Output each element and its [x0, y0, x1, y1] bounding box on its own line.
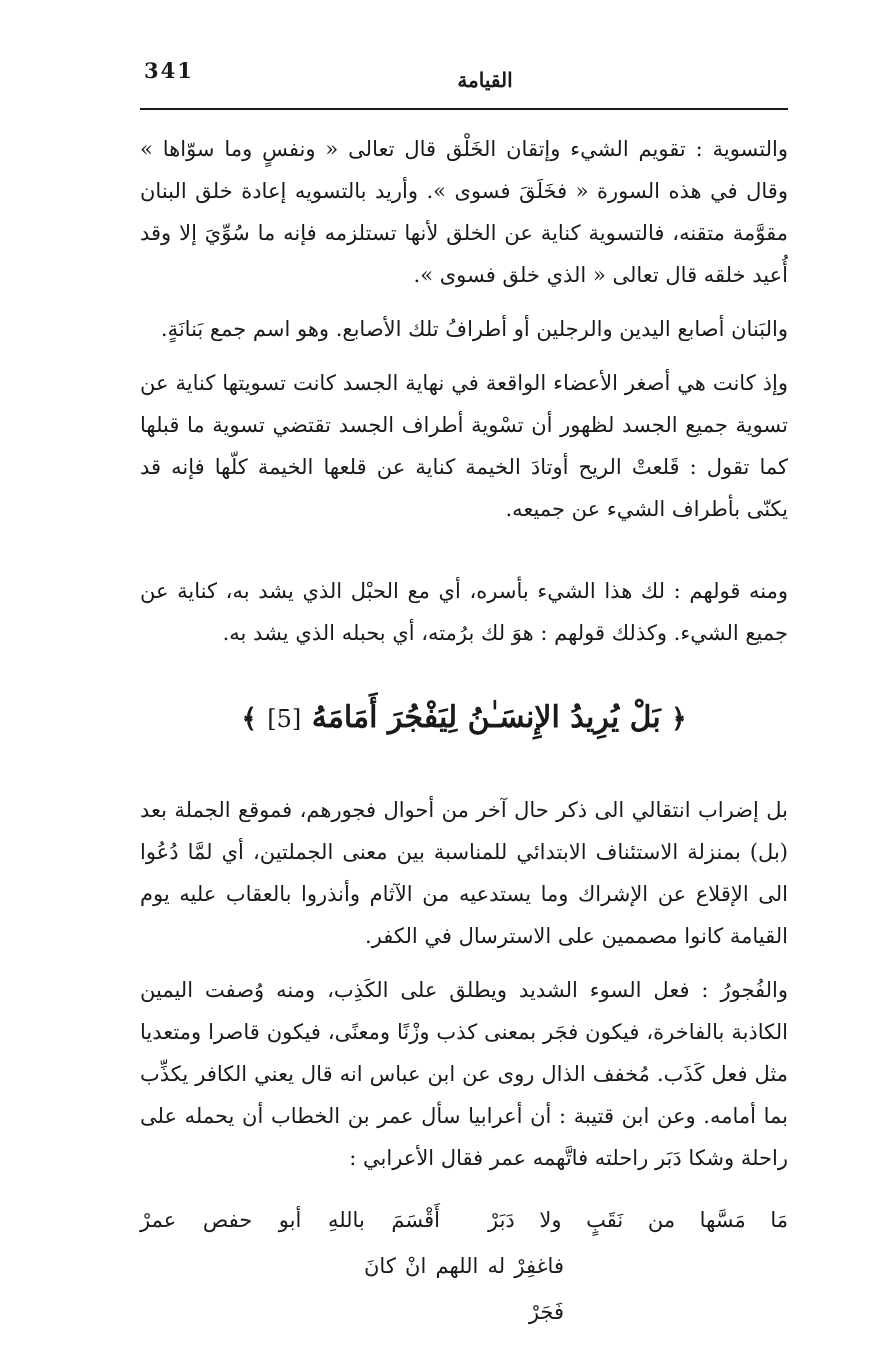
quran-verse: [140, 688, 788, 749]
poem-hemistich-first: مَا مَسَّها من نَقَبٍ ولا دَبَرْ: [488, 1208, 788, 1232]
page-header: [140, 52, 788, 102]
poem-hemistich-second: أَقْسَمَ باللهِ أبو حفص عمرْ: [140, 1208, 440, 1232]
main-text: [140, 128, 788, 1335]
paragraph-kinaya: وإذ كانت هي أصغر الأعضاء الواقعة في نهاية الجسد كانت تسويتها كناية عن تسوية جميع الجسد لظهور أن تسْوية أطراف الجسد تقتضي تسوية ما قبلها كما تقول : قَلعتْ الريح أوتادَ الخيمة كناية عن قلعها الخيمة كلّها فإنه قد يكنّى بأطراف الشيء عن جميعه.: [140, 371, 788, 521]
poem-line-2: [140, 1243, 788, 1335]
verse-text: بَلْ يُرِيدُ الإِنسَـٰنُ لِيَفْجُرَ أَمَامَهُ: [311, 700, 661, 735]
verse-open-bracket: ﴿: [671, 704, 687, 734]
running-title: القيامة: [457, 68, 513, 92]
page-number: 341: [144, 58, 194, 83]
header-divider: [140, 108, 788, 110]
paragraph-banan: والبَنان أصابع اليدين والرجلين أو أطرافُ تلك الأصابع. وهو اسم جمع بَنانَةٍ.: [160, 317, 788, 341]
poem: [140, 1197, 788, 1335]
paragraph-idrab: بل إضراب انتقالي الى ذكر حال آخر من أحوال فجورهم، فموقع الجملة بعد (بل) بمنزلة الاستئناف الابتدائي للمناسبة بين معنى الجملتين، أي لمَّا دُعُوا الى الإقلاع عن الإشراك وما يستدعيه من الآثام وأنذروا بالعقاب عليه يوم القيامة كانوا مصممين على الاسترسال في الكفر.: [140, 798, 788, 948]
paragraph-bi-asrihi: ومنه قولهم : لك هذا الشيء بأسره، أي مع الحبْل الذي يشد به، كناية عن جميع الشيء. وكذلك قولهم : هوَ لك برُمته، أي بحبله الذي يشد به.: [140, 579, 788, 645]
verse-number: [5]: [267, 705, 302, 733]
paragraph-taswiya: والتسوية : تقويم الشيء وإتقان الخَلْق قال تعالى « ونفسٍ وما سوّاها » وقال في هذه السورة « فخَلَقَ فسوى ». وأريد بالتسويه إعادة خلق البنان مقوَّمة متقنه، فالتسوية كناية عن الخلق لأنها تستلزمه فإنه ما سُوِّيَ إلا وقد أُعيد خلقه قال تعالى « الذي خلق فسوى ».: [140, 137, 788, 287]
verse-close-bracket: ﴾: [241, 704, 257, 734]
paragraph-fujur: والفُجورُ : فعل السوء الشديد ويطلق على الكَذِب، ومنه وُصفت اليمين الكاذبة بالفاخرة، فيكون فجَر بمعنى كذب وزْنًا ومعنًى، فيكون قاصرا ومتعديا مثل فعل كَذَب. مُخفف الذال روى عن ابن عباس انه قال يعني الكافر يكذِّب بما أمامه. وعن ابن قتيبة : أن أعرابيا سأل عمر بن الخطاب أن يحمله على راحلة وشكا دَبَر راحلته فاتَّهمه عمر فقال الأعرابي :: [140, 978, 788, 1170]
poem-line-1: [140, 1197, 788, 1243]
poem-hemistich-third: فاغفِرْ له اللهم انْ كانَ فَجَرْ: [364, 1254, 564, 1324]
